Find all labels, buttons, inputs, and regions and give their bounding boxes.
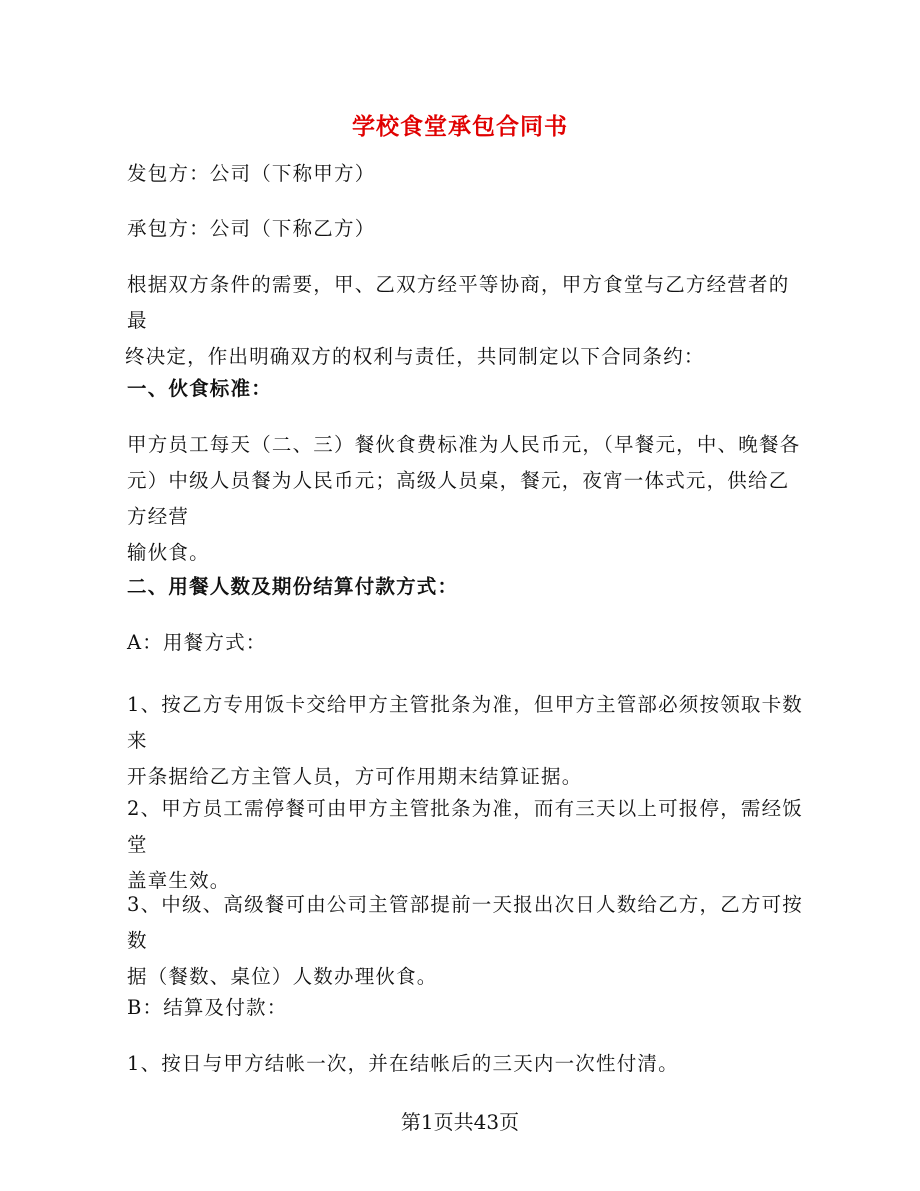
section-1-line-3: 输伙食。 [127,541,210,564]
item-a2-line-2: 盖章生效。 [127,869,231,892]
intro-paragraph [127,267,807,375]
intro-line-1: 根据双方条件的需要，甲、乙双方经平等协商，甲方食堂与乙方经营者的最 [127,273,790,332]
intro-line-2: 终决定，作出明确双方的权利与责任，共同制定以下合同条约： [125,345,705,368]
sub-a-heading [127,625,807,661]
section-1-body [127,427,807,571]
section-1-heading-text: 一、伙食标准： [127,377,272,400]
item-b1 [127,1046,807,1082]
sub-b-heading-text: B：结算及付款： [127,996,288,1019]
sub-a-heading-text: A：用餐方式： [127,631,267,654]
item-a1 [127,687,807,795]
party-a-line [127,156,807,192]
item-a1-line-2: 开条据给乙方主管人员，方可作用期末结算证据。 [127,765,583,788]
party-b-text: 承包方：公司（下称乙方） [127,217,376,240]
section-1-heading [127,371,807,407]
section-2-heading [127,569,807,605]
section-2-heading-text: 二、用餐人数及期份结算付款方式： [127,575,459,598]
party-b-line [127,211,807,247]
party-a-text: 发包方：公司（下称甲方） [127,162,376,185]
section-1-line-2: 元）中级人员餐为人民币元；高级人员桌，餐元，夜宵一体式元，供给乙方经营 [127,469,790,528]
item-a1-line-1: 1、按乙方专用饭卡交给甲方主管批条为准，但甲方主管部必须按领取卡数来 [127,693,804,752]
item-a3-line-2: 据（餐数、桌位）人数办理伙食。 [127,965,438,988]
item-a3 [127,887,807,995]
page-number: 第1页共43页 [400,1110,520,1134]
section-1-line-1: 甲方员工每天（二、三）餐伙食费标准为人民币元，（早餐元，中、晚餐各 [127,433,801,456]
sub-b-heading [127,990,807,1026]
item-a3-line-1: 3、中级、高级餐可由公司主管部提前一天报出次日人数给乙方，乙方可按数 [127,893,804,952]
item-a2-line-1: 2、甲方员工需停餐可由甲方主管批条为准，而有三天以上可报停，需经饭堂 [127,797,804,856]
document-title: 学校食堂承包合同书 [352,113,568,140]
item-a2 [127,791,807,899]
item-b1-line-1: 1、按日与甲方结帐一次，并在结帐后的三天内一次性付清。 [127,1052,679,1075]
